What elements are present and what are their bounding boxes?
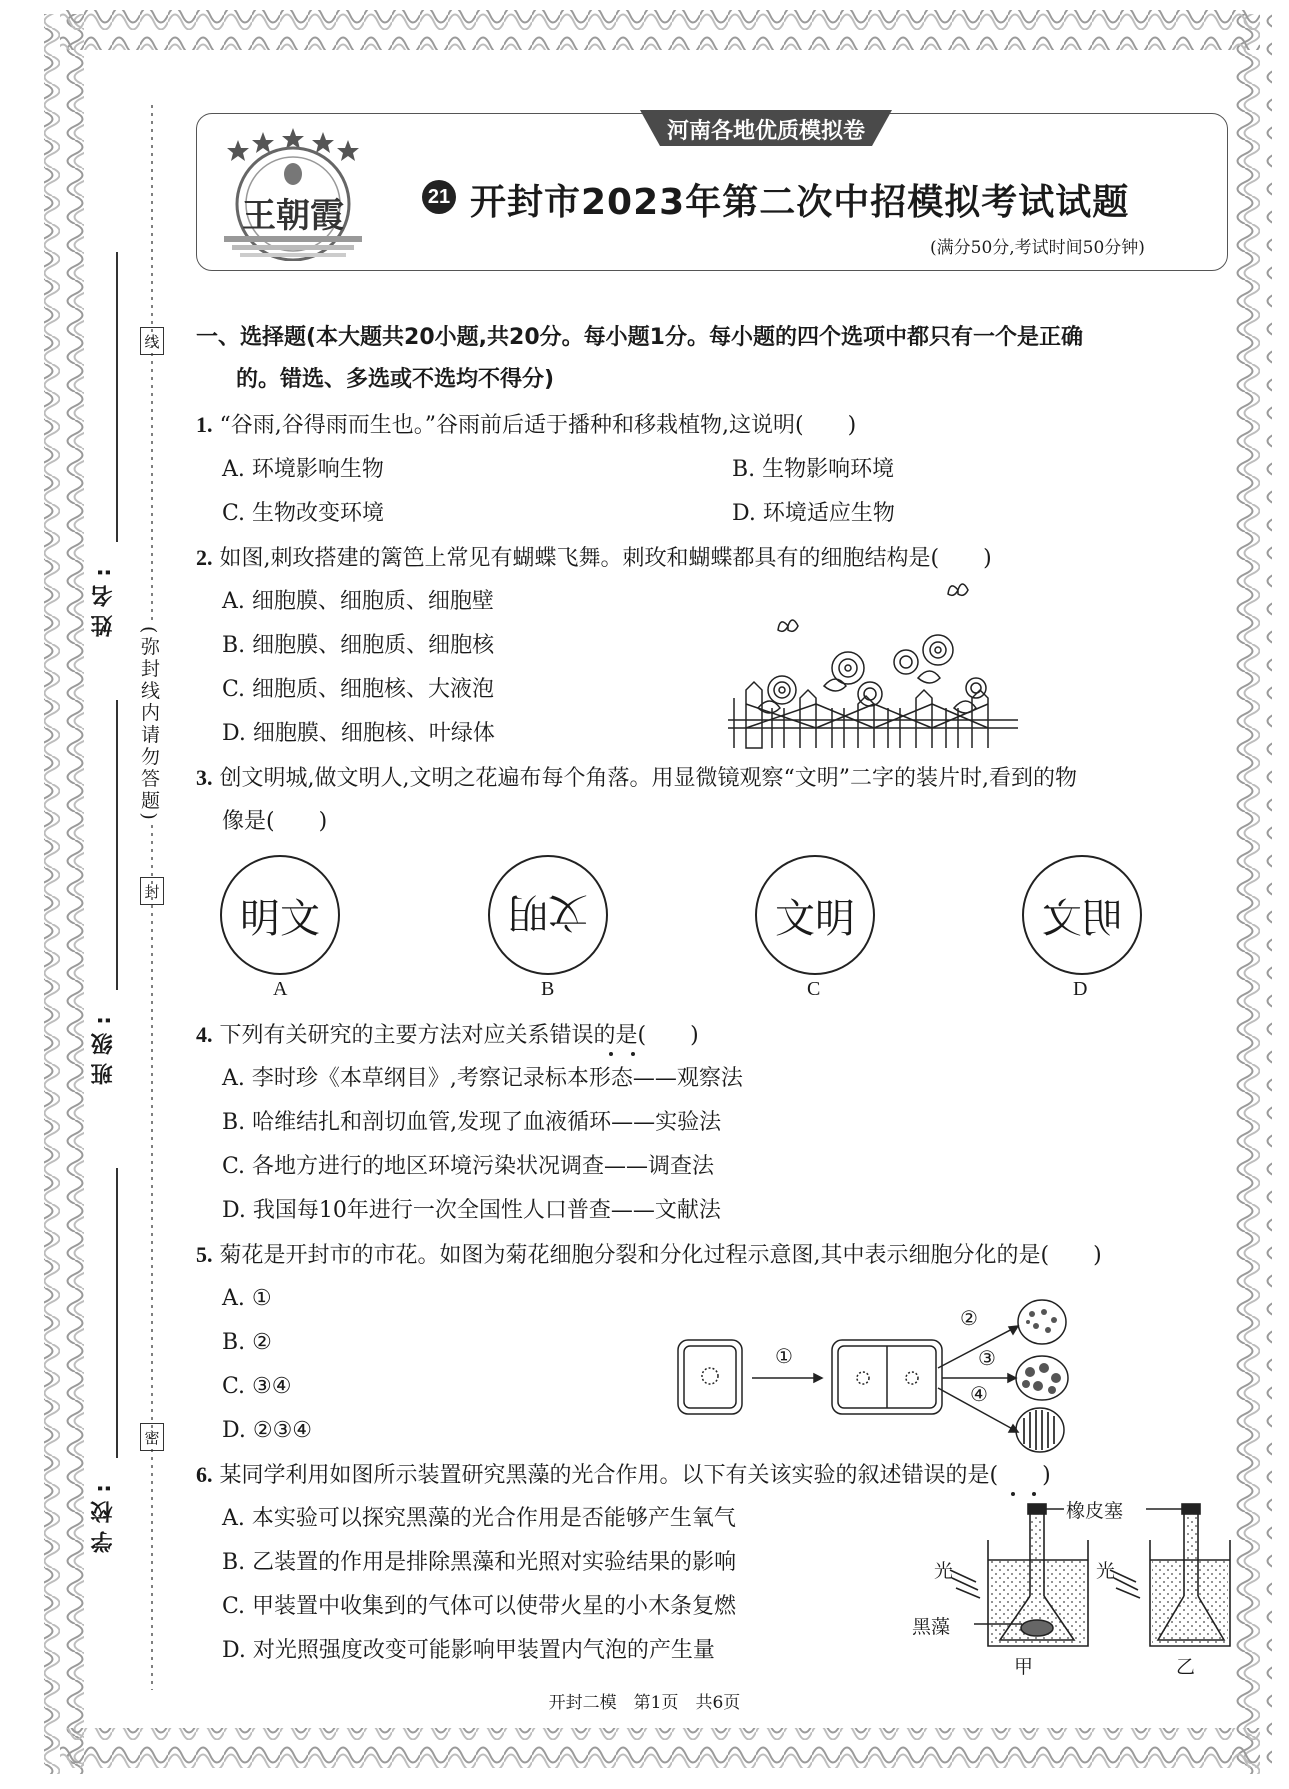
option-2a[interactable]: A. 细胞膜、细胞质、细胞壁 bbox=[222, 589, 494, 614]
question-2 bbox=[196, 543, 992, 574]
label-light-yi: 光 bbox=[1096, 1560, 1116, 1582]
secret-mark: 密 bbox=[140, 1423, 164, 1451]
circle-glyph: 明文 bbox=[1042, 895, 1122, 942]
number-badge bbox=[422, 180, 456, 214]
badge bbox=[640, 110, 892, 146]
question-number: 1. bbox=[196, 412, 213, 437]
option-6d[interactable]: D. 对光照强度改变可能影响甲装置内气泡的产生量 bbox=[222, 1638, 715, 1663]
label-yi: 乙 bbox=[1176, 1656, 1196, 1678]
diagram-label-3: ③ bbox=[978, 1346, 996, 1370]
circle-option-d[interactable] bbox=[1022, 855, 1142, 975]
page-title: 开封市2023年第二次中招模拟考试试题 bbox=[470, 182, 1130, 223]
blank-line bbox=[116, 1168, 118, 1458]
label-jia: 甲 bbox=[1014, 1656, 1034, 1678]
diagram-label-4: ④ bbox=[970, 1382, 988, 1406]
name-label: 姓名: bbox=[91, 560, 116, 637]
question-text: “谷雨,谷得雨而生也。”谷雨前后适于播种和移栽植物,这说明( ) bbox=[219, 413, 857, 438]
question-text: 如图,刺玫搭建的篱笆上常见有蝴蝶飞舞。刺玫和蝴蝶都具有的细胞结构是( ) bbox=[219, 546, 992, 571]
question-text: 下列有关研究的主要方法对应关系错误的是( ) bbox=[219, 1023, 699, 1048]
question-number: 6. bbox=[196, 1462, 213, 1487]
page-footer: 开封二模 第1页 共6页 bbox=[548, 1693, 741, 1713]
circle-glyph: 明文 bbox=[240, 895, 320, 942]
option-6c[interactable]: C. 甲装置中收集到的气体可以使带火星的小木条复燃 bbox=[222, 1594, 737, 1619]
blank-line bbox=[116, 700, 118, 990]
question-number: 4. bbox=[196, 1022, 213, 1047]
question-5 bbox=[196, 1240, 1102, 1271]
option-2c[interactable]: C. 细胞质、细胞核、大液泡 bbox=[222, 677, 495, 702]
question-1 bbox=[196, 410, 856, 441]
question-4 bbox=[196, 1020, 699, 1051]
circle-label-d: D bbox=[1073, 978, 1088, 1000]
question-text: 某同学利用如图所示装置研究黑藻的光合作用。以下有关该实验的叙述错误的是( ) bbox=[219, 1463, 1051, 1488]
option-1a[interactable]: A. 环境影响生物 bbox=[222, 457, 384, 482]
option-1d[interactable]: D. 环境适应生物 bbox=[732, 501, 895, 526]
question-6 bbox=[196, 1460, 1051, 1491]
option-5a[interactable]: A. ① bbox=[222, 1286, 272, 1311]
circle-glyph: 文明 bbox=[508, 888, 588, 935]
circle-option-c[interactable] bbox=[755, 855, 875, 975]
question-number: 3. bbox=[196, 765, 213, 790]
number-text: 21 bbox=[427, 185, 451, 208]
blank-line bbox=[116, 252, 118, 542]
option-2b[interactable]: B. 细胞膜、细胞质、细胞核 bbox=[222, 633, 495, 658]
emphasis-dot bbox=[609, 1052, 613, 1056]
label-stopper: 橡皮塞 bbox=[1066, 1500, 1124, 1522]
logo bbox=[218, 126, 368, 261]
circle-option-a[interactable] bbox=[220, 855, 340, 975]
label-light-jia: 光 bbox=[934, 1560, 954, 1582]
emphasis-dot bbox=[1032, 1492, 1036, 1496]
line-mark: 线 bbox=[140, 327, 164, 355]
section-heading-cont: 的。错选、多选或不选均不得分) bbox=[236, 367, 555, 392]
class-label: 班级: bbox=[91, 1008, 116, 1085]
question-text: 菊花是开封市的市花。如图为菊花细胞分裂和分化过程示意图,其中表示细胞分化的是( ) bbox=[219, 1243, 1102, 1268]
option-2d[interactable]: D. 细胞膜、细胞核、叶绿体 bbox=[222, 721, 495, 746]
seal-mark: 封 bbox=[140, 877, 164, 905]
section-heading: 一、选择题(本大题共20小题,共20分。每小题1分。每小题的四个选项中都只有一个是正确 bbox=[196, 325, 1083, 350]
option-1b[interactable]: B. 生物影响环境 bbox=[732, 457, 895, 482]
binding-notice: (弥封线内请勿答题) bbox=[138, 626, 160, 823]
fence-roses-illustration bbox=[728, 578, 1018, 750]
question-number: 5. bbox=[196, 1242, 213, 1267]
cell-division-diagram bbox=[676, 1296, 1072, 1454]
school-label: 学校: bbox=[91, 1476, 116, 1553]
circle-label-b: B bbox=[541, 978, 555, 1000]
question-number: 2. bbox=[196, 545, 213, 570]
circle-option-b[interactable] bbox=[488, 855, 608, 975]
circle-label-a: A bbox=[273, 978, 288, 1000]
question-3-cont: 像是( ) bbox=[222, 809, 328, 834]
option-4d[interactable]: D. 我国每10年进行一次全国性人口普查——文献法 bbox=[222, 1198, 721, 1223]
emphasis-dot bbox=[1011, 1492, 1015, 1496]
option-6a[interactable]: A. 本实验可以探究黑藻的光合作用是否能够产生氧气 bbox=[222, 1506, 736, 1531]
circle-label-c: C bbox=[807, 978, 821, 1000]
diagram-label-2: ② bbox=[960, 1306, 978, 1330]
option-5d[interactable]: D. ②③④ bbox=[222, 1418, 313, 1443]
label-algae: 黑藻 bbox=[912, 1616, 951, 1638]
emphasis-dot bbox=[631, 1052, 635, 1056]
logo-text: 王朝霞 bbox=[242, 196, 344, 236]
question-3 bbox=[196, 763, 1077, 794]
option-5b[interactable]: B. ② bbox=[222, 1330, 272, 1355]
option-1c[interactable]: C. 生物改变环境 bbox=[222, 501, 385, 526]
badge-text: 河南各地优质模拟卷 bbox=[666, 119, 865, 144]
option-4c[interactable]: C. 各地方进行的地区环境污染状况调查——调查法 bbox=[222, 1154, 715, 1179]
option-6b[interactable]: B. 乙装置的作用是排除黑藻和光照对实验结果的影响 bbox=[222, 1550, 737, 1575]
option-4a[interactable]: A. 李时珍《本草纲目》,考察记录标本形态——观察法 bbox=[222, 1066, 743, 1091]
diagram-label-1: ① bbox=[775, 1344, 793, 1368]
circle-glyph: 文明 bbox=[775, 895, 855, 942]
option-5c[interactable]: C. ③④ bbox=[222, 1374, 292, 1399]
question-text: 创文明城,做文明人,文明之花遍布每个角落。用显微镜观察“文明”二字的装片时,看到的物 bbox=[219, 766, 1077, 791]
page-subtitle: (满分50分,考试时间50分钟) bbox=[930, 238, 1145, 258]
option-4b[interactable]: B. 哈维结扎和剖切血管,发现了血液循环——实验法 bbox=[222, 1110, 722, 1135]
